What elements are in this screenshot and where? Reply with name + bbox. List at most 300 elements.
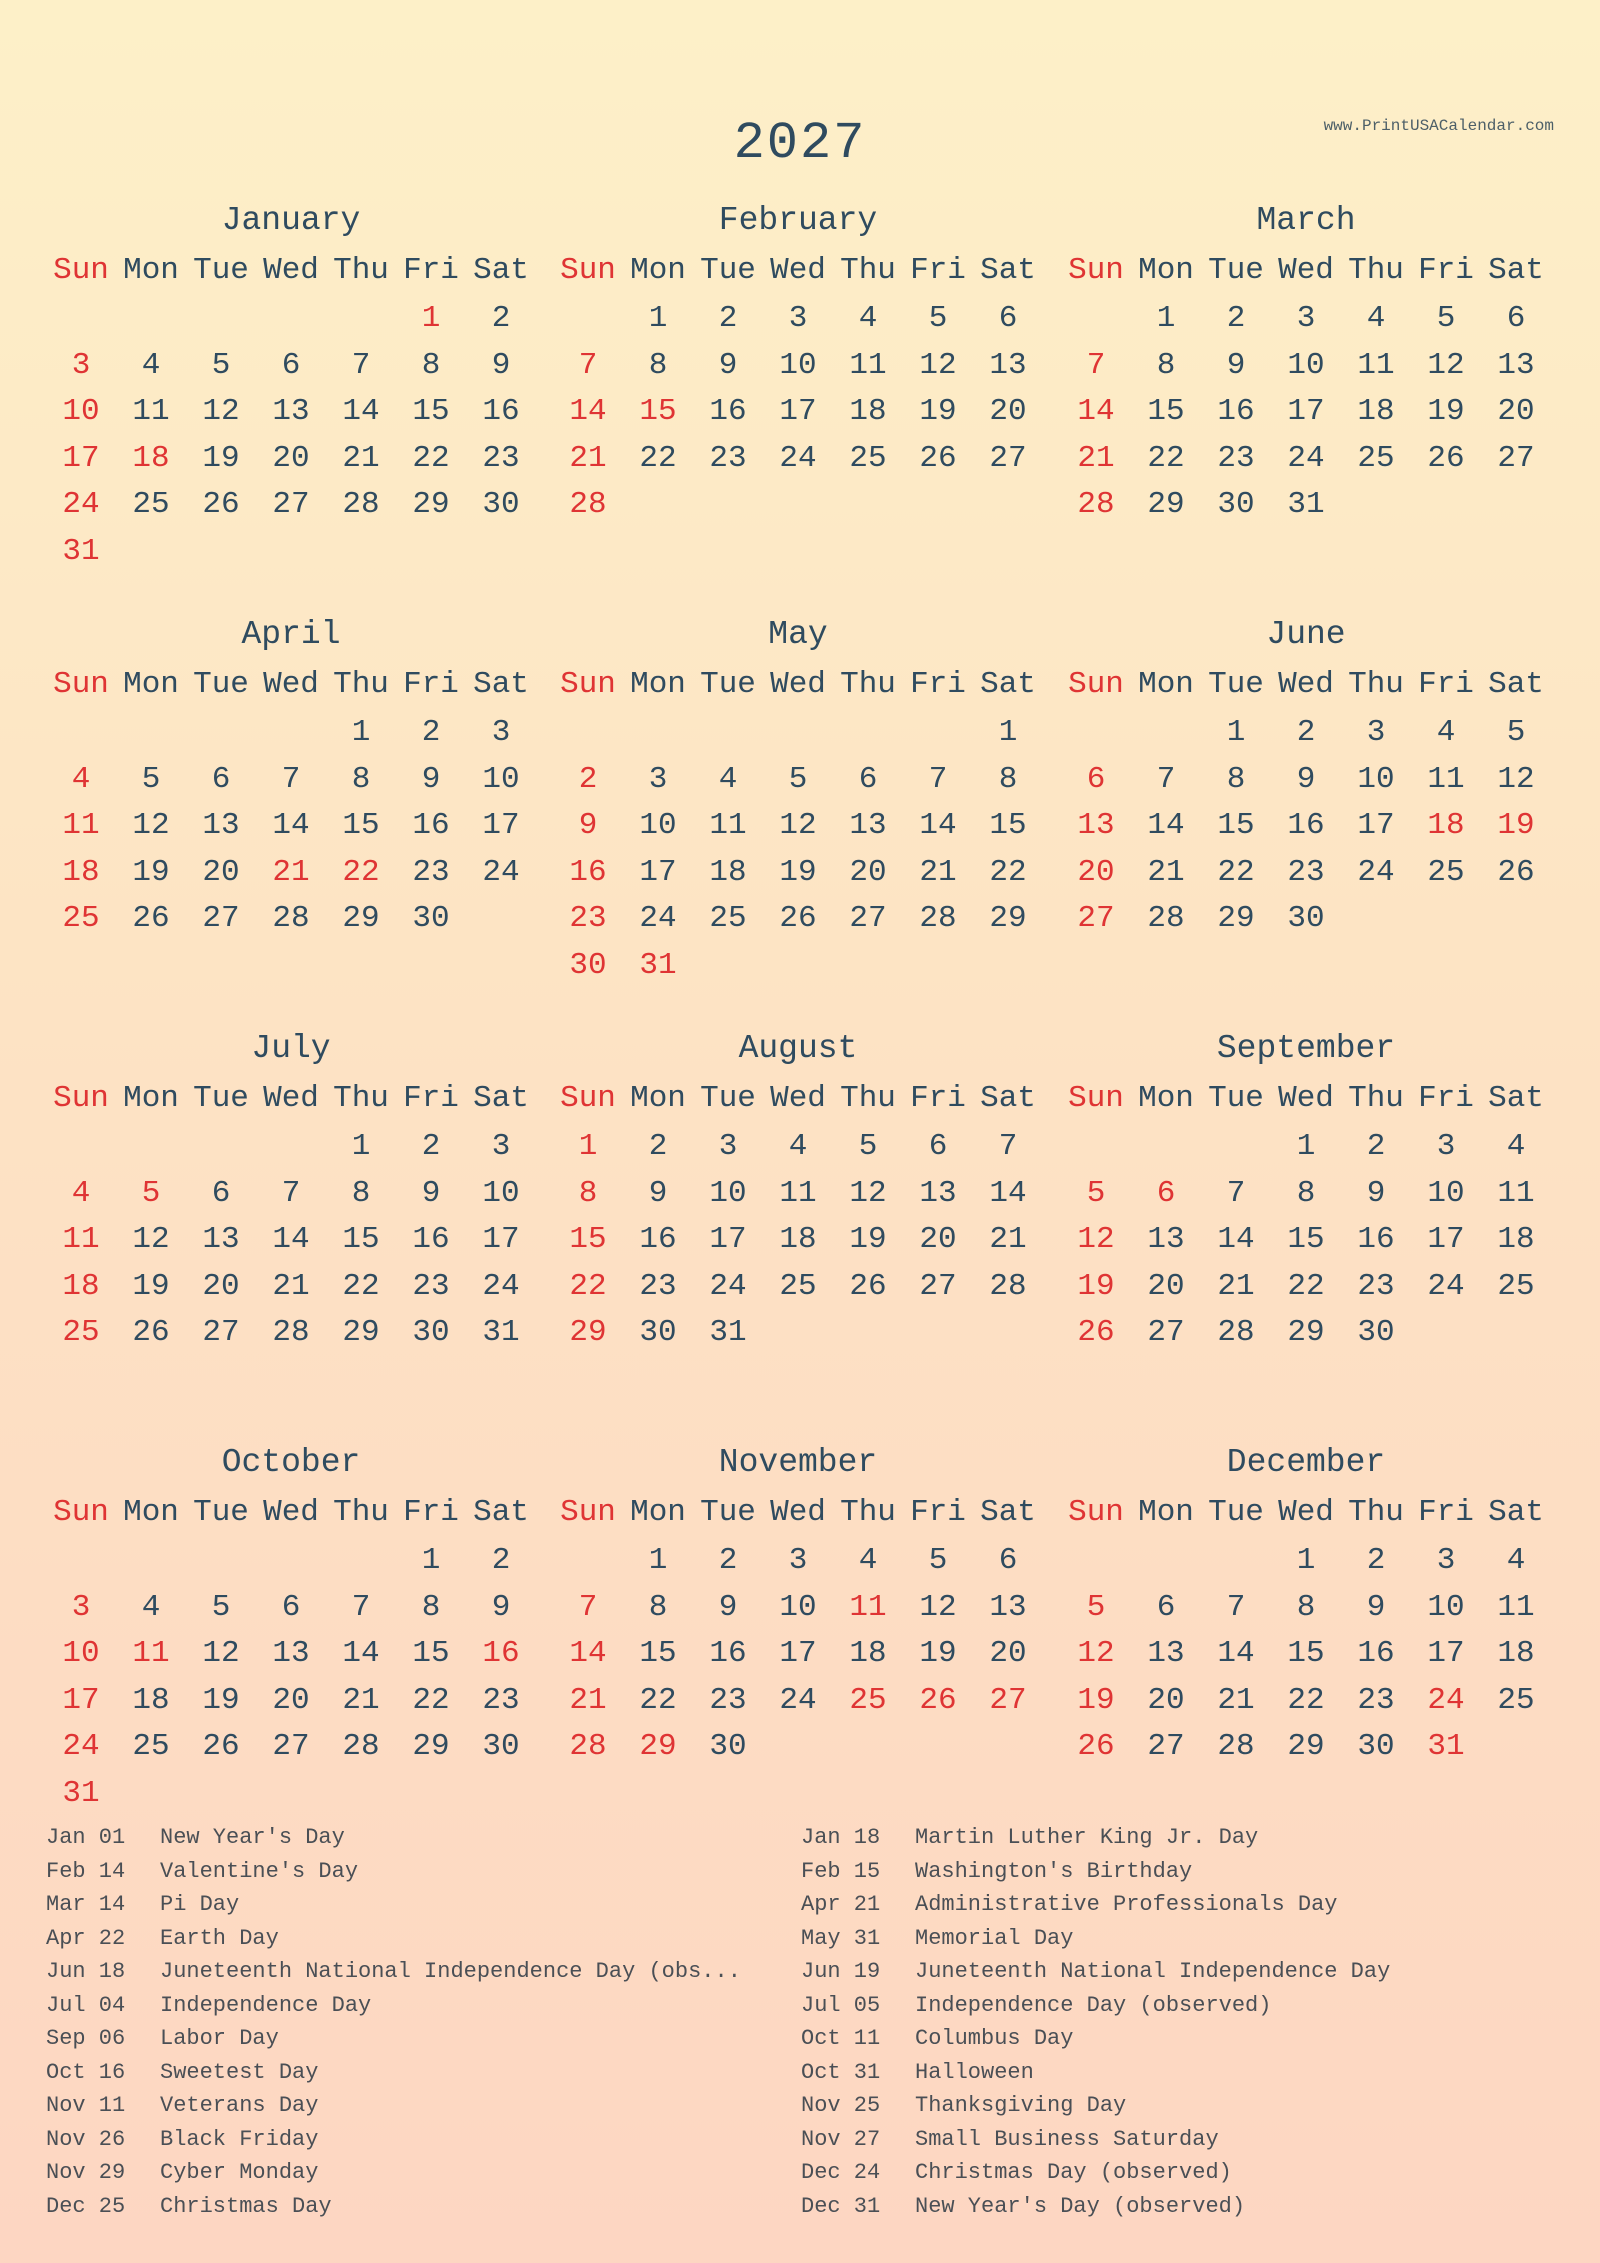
day-cell: 26 [132, 901, 170, 936]
week-row [553, 1538, 1043, 1585]
empty-day-cell [466, 529, 536, 576]
holiday-item [801, 2190, 1576, 2224]
week-row [46, 1217, 536, 1264]
day-cell: 30 [482, 487, 520, 522]
day-cell: 5 [211, 1589, 231, 1625]
day-cell: 23 [1287, 854, 1325, 890]
day-cell: 1 [1296, 1543, 1316, 1578]
day-cell: 26 [202, 1729, 240, 1764]
holiday-date: Nov 26 [46, 2126, 126, 2152]
month-name: March [1256, 202, 1356, 239]
day-cell: 15 [342, 808, 380, 843]
day-cell: 26 [132, 1315, 170, 1350]
day-cell: 20 [272, 440, 310, 476]
day-cell: 14 [1217, 1222, 1255, 1257]
holiday-date: Feb 15 [801, 1858, 881, 1884]
day-cell: 4 [141, 347, 161, 383]
day-cell: 28 [272, 901, 310, 936]
empty-day-cell [693, 710, 763, 757]
empty-day-cell [1201, 1124, 1271, 1171]
weekday-header: Fri [403, 667, 459, 702]
day-cell: 7 [1226, 1175, 1246, 1211]
day-cell: 16 [482, 1636, 520, 1671]
month-name: April [241, 616, 341, 653]
day-cell: 22 [1217, 854, 1255, 890]
day-cell: 15 [342, 1222, 380, 1257]
day-cell: 20 [202, 1268, 240, 1304]
day-cell: 18 [1497, 1636, 1535, 1671]
weekday-header: Fri [1418, 1495, 1474, 1530]
weekday-header: Thu [840, 1495, 896, 1530]
week-row [46, 343, 536, 390]
day-cell: 30 [639, 1315, 677, 1350]
day-cell: 6 [1086, 761, 1106, 797]
day-cell: 9 [421, 1175, 441, 1211]
day-cell: 25 [779, 1268, 817, 1304]
day-cell: 13 [202, 1222, 240, 1257]
day-cell: 13 [202, 808, 240, 843]
weekday-header: Thu [840, 1081, 896, 1116]
weekday-header: Tue [700, 667, 756, 702]
holiday-date: Jan 18 [801, 1825, 881, 1850]
day-cell: 1 [1156, 301, 1176, 336]
day-cell: 13 [989, 1589, 1027, 1625]
week-row [46, 1771, 536, 1818]
week-row [46, 1538, 536, 1585]
day-cell: 16 [569, 854, 607, 890]
day-cell: 29 [412, 487, 450, 522]
day-cell: 7 [1086, 347, 1106, 383]
day-cell: 12 [132, 1222, 170, 1257]
weekday-header: Thu [840, 667, 896, 702]
day-cell: 20 [989, 1636, 1027, 1671]
empty-day-cell [1411, 896, 1481, 943]
day-cell: 26 [202, 487, 240, 522]
empty-day-cell [46, 296, 116, 343]
day-cell: 11 [1357, 347, 1395, 383]
weekday-header: Sun [53, 667, 109, 702]
empty-day-cell [623, 482, 693, 529]
holiday-name: Thanksgiving Day [915, 2093, 1127, 2118]
day-cell: 18 [709, 854, 747, 890]
holiday-date: Jul 05 [801, 1992, 881, 2018]
holiday-item [801, 1922, 1576, 1956]
day-cell: 13 [1147, 1636, 1185, 1671]
week-row [553, 1724, 1043, 1771]
day-cell: 11 [62, 808, 100, 843]
month-june [1061, 610, 1551, 943]
week-row [1061, 896, 1551, 943]
day-cell: 5 [1436, 301, 1456, 336]
day-cell: 26 [919, 1682, 957, 1718]
day-cell: 3 [71, 1589, 91, 1625]
week-row [46, 850, 536, 897]
weekday-header-row [1061, 1488, 1551, 1538]
day-cell: 9 [718, 1589, 738, 1625]
holiday-item [46, 2089, 801, 2123]
holiday-date: Jun 19 [801, 1959, 881, 1984]
holiday-date: Apr 22 [46, 1925, 126, 1951]
holiday-date: Oct 31 [801, 2059, 881, 2085]
holiday-name: Sweetest Day [160, 2059, 319, 2085]
empty-day-cell [186, 1124, 256, 1171]
empty-day-cell [1201, 1538, 1271, 1585]
empty-day-cell [396, 529, 466, 576]
day-cell: 8 [421, 347, 441, 383]
weekday-header: Sat [473, 1081, 529, 1116]
day-cell: 16 [1357, 1222, 1395, 1257]
week-row [1061, 850, 1551, 897]
empty-day-cell [1061, 710, 1131, 757]
day-cell: 22 [639, 1682, 677, 1718]
weekday-header: Sat [980, 253, 1036, 288]
empty-day-cell [186, 1771, 256, 1818]
day-cell: 30 [412, 901, 450, 936]
day-cell: 17 [62, 1682, 100, 1718]
empty-day-cell [326, 1538, 396, 1585]
day-cell: 10 [1427, 1175, 1465, 1211]
day-cell: 10 [779, 347, 817, 383]
day-cell: 8 [648, 347, 668, 383]
weekday-header: Mon [123, 667, 179, 702]
day-cell: 10 [709, 1175, 747, 1211]
day-cell: 5 [928, 1543, 948, 1578]
day-cell: 23 [1357, 1268, 1395, 1304]
day-cell: 29 [639, 1729, 677, 1764]
day-cell: 4 [1506, 1129, 1526, 1164]
weekday-header: Wed [263, 1081, 319, 1116]
day-cell: 18 [62, 1268, 100, 1304]
weekday-header: Sat [1488, 667, 1544, 702]
empty-day-cell [763, 710, 833, 757]
week-row [553, 1631, 1043, 1678]
day-cell: 8 [1226, 761, 1246, 797]
day-cell: 12 [1497, 761, 1535, 797]
holiday-date: Nov 11 [46, 2093, 126, 2118]
weekday-header-row [1061, 1074, 1551, 1124]
day-cell: 5 [1086, 1589, 1106, 1625]
day-cell: 11 [132, 1636, 170, 1671]
holiday-date: Jan 01 [46, 1825, 126, 1850]
holiday-name: Christmas Day (observed) [915, 2160, 1232, 2185]
day-cell: 8 [421, 1589, 441, 1625]
week-row [553, 1310, 1043, 1357]
day-cell: 6 [281, 347, 301, 383]
day-cell: 11 [132, 394, 170, 429]
day-cell: 19 [132, 854, 170, 890]
week-row [46, 710, 536, 757]
weekday-header: Wed [1278, 1495, 1334, 1530]
day-cell: 29 [342, 901, 380, 936]
holiday-name: Independence Day (observed) [915, 1992, 1272, 2018]
day-cell: 23 [709, 440, 747, 476]
empty-day-cell [693, 943, 763, 990]
day-cell: 2 [648, 1129, 668, 1164]
day-cell: 30 [1287, 901, 1325, 936]
weekday-header: Tue [1208, 1081, 1264, 1116]
holiday-date: Oct 11 [801, 2026, 881, 2051]
day-cell: 24 [62, 487, 100, 522]
weekday-header: Mon [1138, 253, 1194, 288]
day-cell: 22 [639, 440, 677, 476]
day-cell: 14 [342, 394, 380, 429]
day-cell: 2 [421, 1129, 441, 1164]
day-cell: 21 [989, 1222, 1027, 1257]
week-row [46, 896, 536, 943]
weekday-header: Wed [1278, 253, 1334, 288]
holiday-item [801, 2056, 1576, 2090]
day-cell: 3 [1366, 715, 1386, 750]
day-cell: 5 [788, 761, 808, 797]
week-row [46, 389, 536, 436]
day-cell: 17 [1357, 808, 1395, 843]
day-cell: 17 [639, 854, 677, 890]
day-cell: 11 [62, 1222, 100, 1257]
day-cell: 16 [709, 394, 747, 429]
day-cell: 19 [1497, 808, 1535, 843]
empty-day-cell [1341, 896, 1411, 943]
week-row [553, 710, 1043, 757]
day-cell: 11 [1497, 1175, 1535, 1211]
day-cell: 25 [1497, 1682, 1535, 1718]
holiday-item [801, 1989, 1576, 2023]
day-cell: 19 [779, 854, 817, 890]
day-cell: 24 [62, 1729, 100, 1764]
day-cell: 28 [1217, 1315, 1255, 1350]
empty-day-cell [256, 296, 326, 343]
day-cell: 30 [482, 1729, 520, 1764]
weekday-header: Sat [473, 667, 529, 702]
day-cell: 22 [1147, 440, 1185, 476]
week-row [553, 1124, 1043, 1171]
day-cell: 12 [919, 1589, 957, 1625]
day-cell: 4 [718, 761, 738, 797]
day-cell: 26 [1427, 440, 1465, 476]
empty-day-cell [833, 1724, 903, 1771]
day-cell: 27 [919, 1268, 957, 1304]
day-cell: 24 [779, 440, 817, 476]
day-cell: 17 [482, 1222, 520, 1257]
day-cell: 29 [1147, 487, 1185, 522]
day-cell: 4 [141, 1589, 161, 1625]
week-row [1061, 1631, 1551, 1678]
weekday-header: Fri [403, 1495, 459, 1530]
day-cell: 7 [578, 347, 598, 383]
weekday-header: Sun [1068, 253, 1124, 288]
empty-day-cell [186, 710, 256, 757]
weekday-header: Sun [53, 1495, 109, 1530]
day-cell: 10 [62, 1636, 100, 1671]
month-march [1061, 196, 1551, 529]
day-cell: 18 [1497, 1222, 1535, 1257]
month-august [553, 1024, 1043, 1357]
day-cell: 9 [648, 1175, 668, 1211]
week-row [553, 296, 1043, 343]
day-cell: 13 [1077, 808, 1115, 843]
day-cell: 13 [272, 394, 310, 429]
week-row [46, 296, 536, 343]
week-row [1061, 1124, 1551, 1171]
day-cell: 3 [1436, 1543, 1456, 1578]
day-cell: 16 [412, 808, 450, 843]
holiday-name: Cyber Monday [160, 2160, 319, 2185]
day-cell: 26 [919, 440, 957, 476]
day-cell: 13 [1147, 1222, 1185, 1257]
weekday-header: Tue [1208, 253, 1264, 288]
day-cell: 2 [421, 715, 441, 750]
weekday-header: Sat [1488, 1081, 1544, 1116]
day-cell: 13 [849, 808, 887, 843]
holiday-item [46, 1955, 801, 1989]
week-row [1061, 436, 1551, 483]
day-cell: 17 [779, 1636, 817, 1671]
holiday-item [801, 2123, 1576, 2157]
week-row [1061, 1678, 1551, 1725]
day-cell: 28 [569, 487, 607, 522]
day-cell: 1 [351, 1129, 371, 1164]
day-cell: 24 [482, 854, 520, 890]
day-cell: 6 [211, 1175, 231, 1211]
day-cell: 6 [281, 1589, 301, 1625]
month-name: February [718, 202, 878, 239]
holiday-item [801, 1855, 1576, 1889]
day-cell: 3 [1296, 301, 1316, 336]
empty-day-cell [186, 1538, 256, 1585]
week-row [553, 1171, 1043, 1218]
holiday-item [46, 1989, 801, 2023]
day-cell: 13 [989, 347, 1027, 383]
day-cell: 22 [1287, 1682, 1325, 1718]
holiday-date: Jun 18 [46, 1959, 126, 1984]
holiday-date: Nov 27 [801, 2126, 881, 2152]
empty-day-cell [1061, 296, 1131, 343]
day-cell: 9 [491, 1589, 511, 1625]
empty-day-cell [693, 482, 763, 529]
week-row [46, 1171, 536, 1218]
week-row [1061, 1724, 1551, 1771]
month-name: September [1216, 1030, 1396, 1067]
day-cell: 2 [1296, 715, 1316, 750]
day-cell: 12 [202, 1636, 240, 1671]
day-cell: 22 [1287, 1268, 1325, 1304]
day-cell: 18 [132, 1682, 170, 1718]
day-cell: 18 [62, 854, 100, 890]
day-cell: 28 [1147, 901, 1185, 936]
day-cell: 29 [1287, 1729, 1325, 1764]
holiday-item [46, 2022, 801, 2056]
holiday-item [46, 2123, 801, 2157]
holiday-name: Administrative Professionals Day [915, 1892, 1338, 1917]
empty-day-cell [116, 1538, 186, 1585]
week-row [553, 943, 1043, 990]
day-cell: 30 [1357, 1729, 1395, 1764]
day-cell: 4 [71, 761, 91, 797]
day-cell: 5 [858, 1129, 878, 1164]
week-row [1061, 710, 1551, 757]
day-cell: 1 [351, 715, 371, 750]
week-row [46, 1724, 536, 1771]
weekday-header-row [553, 1488, 1043, 1538]
holiday-name: Christmas Day [160, 2193, 332, 2219]
week-row [553, 1678, 1043, 1725]
day-cell: 17 [482, 808, 520, 843]
empty-day-cell [186, 529, 256, 576]
holiday-item [46, 1855, 801, 1889]
empty-day-cell [1411, 482, 1481, 529]
day-cell: 3 [718, 1129, 738, 1164]
holiday-date: Mar 14 [46, 1892, 126, 1917]
day-cell: 25 [1357, 440, 1395, 476]
weekday-header: Sat [980, 1495, 1036, 1530]
weekday-header: Mon [630, 1081, 686, 1116]
empty-day-cell [256, 1538, 326, 1585]
holiday-date: Dec 25 [46, 2193, 126, 2219]
day-cell: 10 [1427, 1589, 1465, 1625]
day-cell: 1 [648, 301, 668, 336]
day-cell: 12 [849, 1175, 887, 1211]
empty-day-cell [1061, 1538, 1131, 1585]
empty-day-cell [553, 296, 623, 343]
empty-day-cell [1481, 1724, 1551, 1771]
day-cell: 18 [132, 440, 170, 476]
weekday-header: Fri [910, 1495, 966, 1530]
day-cell: 21 [272, 1268, 310, 1304]
day-cell: 28 [989, 1268, 1027, 1304]
holiday-date: Oct 16 [46, 2059, 126, 2085]
week-row [553, 757, 1043, 804]
empty-day-cell [553, 710, 623, 757]
weekday-header: Wed [1278, 1081, 1334, 1116]
day-cell: 25 [1497, 1268, 1535, 1304]
day-cell: 19 [202, 440, 240, 476]
week-row [553, 482, 1043, 529]
day-cell: 9 [1226, 347, 1246, 383]
weekday-header: Fri [403, 1081, 459, 1116]
empty-day-cell [1061, 1124, 1131, 1171]
day-cell: 11 [1427, 761, 1465, 797]
day-cell: 4 [1436, 715, 1456, 750]
day-cell: 31 [482, 1315, 520, 1350]
month-april [46, 610, 536, 943]
holiday-name: Pi Day [160, 1892, 240, 1917]
day-cell: 25 [849, 440, 887, 476]
day-cell: 6 [928, 1129, 948, 1164]
day-cell: 23 [639, 1268, 677, 1304]
weekday-header: Sun [560, 1495, 616, 1530]
weekday-header: Mon [123, 253, 179, 288]
day-cell: 21 [272, 854, 310, 890]
weekday-header-row [553, 660, 1043, 710]
day-cell: 27 [989, 440, 1027, 476]
month-october [46, 1438, 536, 1817]
day-cell: 20 [1077, 854, 1115, 890]
day-cell: 2 [718, 1543, 738, 1578]
day-cell: 15 [989, 808, 1027, 843]
holiday-date: Sep 06 [46, 2026, 126, 2051]
day-cell: 2 [1226, 301, 1246, 336]
day-cell: 26 [779, 901, 817, 936]
day-cell: 6 [998, 1543, 1018, 1578]
day-cell: 11 [849, 347, 887, 383]
empty-day-cell [833, 482, 903, 529]
day-cell: 30 [1217, 487, 1255, 522]
day-cell: 1 [1296, 1129, 1316, 1164]
holiday-name: Black Friday [160, 2126, 319, 2152]
day-cell: 29 [1287, 1315, 1325, 1350]
day-cell: 21 [1217, 1682, 1255, 1718]
day-cell: 22 [342, 854, 380, 890]
empty-day-cell [973, 1724, 1043, 1771]
